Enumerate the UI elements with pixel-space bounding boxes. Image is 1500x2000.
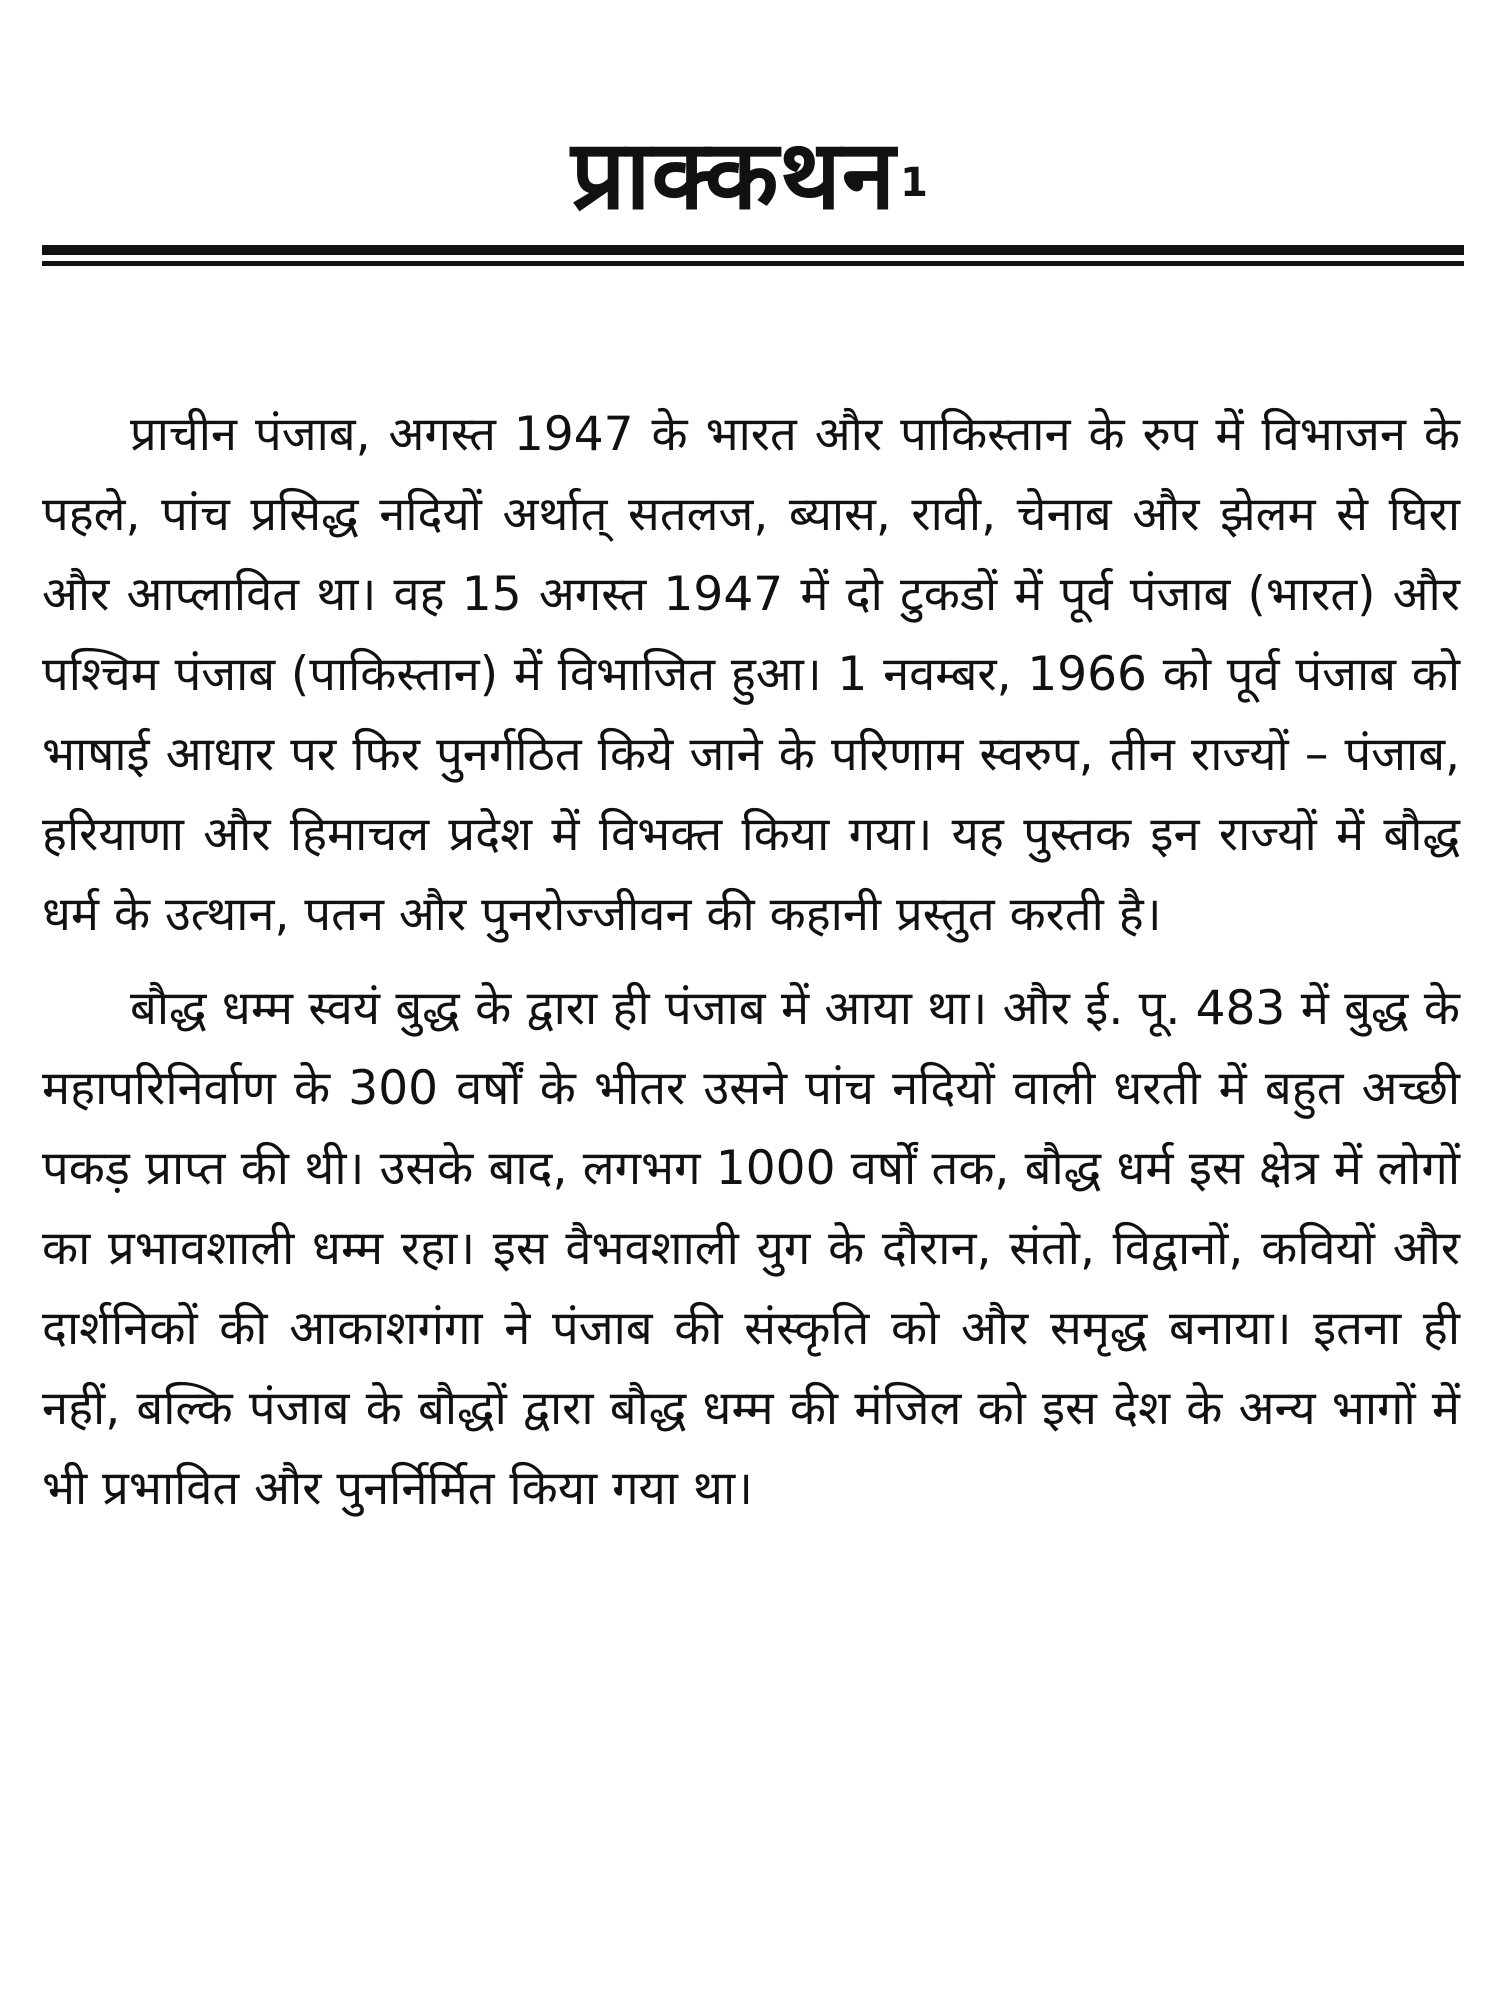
title-rule-thick [42,245,1464,255]
page-title [0,115,1500,235]
title-rule-thin [42,261,1464,266]
title-text: प्राक्कथन [570,119,897,231]
body-text [42,395,1460,1529]
title-footnote-marker: 1 [900,160,929,206]
paragraph-2: बौद्ध धम्म स्वयं बुद्ध के द्वारा ही पंजाब में आया था। और ई. पू. 483 में बुद्ध के महापरिनिर्वाण के 300 वर्षों के भीतर उसने पांच नदियों वाली धरती में बहुत अच्छी पकड़ प्राप्त की थी। उसके बाद, लगभग 1000 वर्षों तक, बौद्ध धर्म इस क्षेत्र में लोगों का प्रभावशाली धम्म रहा। इस वैभवशाली युग के दौरान, संतो, विद्वानों, कवियों और दार्शनिकों की आकाशगंगा ने पंजाब की संस्कृति को और समृद्ध बनाया। इतना ही नहीं, बल्कि पंजाब के बौद्धों द्वारा बौद्ध धम्म की मंजिल को इस देश के अन्य भागों में भी प्रभावित और पुनर्निर्मित किया गया था। [42,981,1460,1516]
paragraph-1: प्राचीन पंजाब, अगस्त 1947 के भारत और पाकिस्तान के रुप में विभाजन के पहले, पांच प्रसिद्ध नदियों अर्थात् सतलज, ब्यास, रावी, चेनाब और झेलम से घिरा और आप्लावित था। वह 15 अगस्त 1947 में दो टुकडों में पूर्व पंजाब (भारत) और पश्चिम पंजाब (पाकिस्तान) में विभाजित हुआ। 1 नवम्बर, 1966 को पूर्व पंजाब को भाषाई आधार पर फिर पुनर्गठित किये जाने के परिणाम स्वरुप, तीन राज्यों – पंजाब, हरियाणा और हिमाचल प्रदेश में विभक्त किया गया। यह पुस्तक इन राज्यों में बौद्ध धर्म के उत्थान, पतन और पुनरोज्जीवन की कहानी प्रस्तुत करती है। [42,407,1460,942]
